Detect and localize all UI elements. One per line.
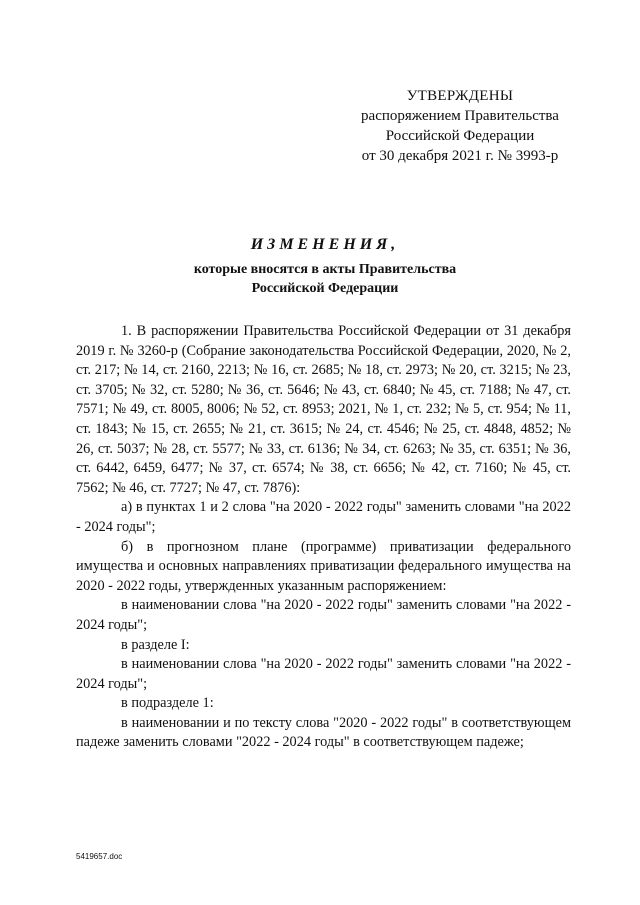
document-title: ИЗМЕНЕНИЯ, [250, 236, 400, 253]
paragraph-2: а) в пунктах 1 и 2 слова "на 2020 - 2022 годы" заменить словами "на 2022 - 2024 годы"; [76, 499, 571, 535]
document-subtitle [70, 260, 580, 298]
approval-line-1: распоряжением Правительства [361, 108, 559, 124]
paragraph-5: в разделе I: [121, 636, 190, 653]
subtitle-line-2: Российской Федерации [251, 281, 399, 296]
approval-heading: УТВЕРЖДЕНЫ [406, 88, 514, 104]
paragraph-6: в наименовании слова "на 2020 - 2022 годы" заменить словами "на 2022 - 2024 годы"; [76, 656, 571, 692]
paragraph-3: б) в прогнозном плане (программе) приватизации федерального имущества и основных направлениях приватизации федерального имущества на 2020 - 2022 годы, утвержденных указанным распоряжением: [76, 538, 571, 594]
paragraph-4: в наименовании слова "на 2020 - 2022 годы" заменить словами "на 2022 - 2024 годы"; [76, 597, 571, 633]
paragraph-7: в подразделе 1: [121, 695, 214, 712]
paragraph-1: 1. В распоряжении Правительства Российской Федерации от 31 декабря 2019 г. № 3260-р (Собрание законодательства Российской Федерации, 2020, № 2, ст. 217; № 14, ст. 2160, 2213; № 16, ст. 2685; № 18, ст. 2973; № 20, ст. 3215; № 23, ст. 3705; № 32, ст. 5280; № 36, ст. 5646; № 43, ст. 6840; № 45, ст. 7188; № 47, ст. 7571; № 49, ст. 8005, 8006; № 52, ст. 8953; 2021, № 1, ст. 232; № 5, ст. 954; № 11, ст. 1843; № 15, ст. 2655; № 21, ст. 3615; № 24, ст. 4546; № 25, ст. 4848, 4852; № 26, ст. 5037; № 28, ст. 5577; № 33, ст. 6136; № 34, ст. 6263; № 35, ст. 6351; № 36, ст. 6442, 6459, 6477; № 37, ст. 6574; № 38, ст. 6656; № 42, ст. 7160; № 45, ст. 7562; № 46, ст. 7727; № 47, ст. 7876): [76, 323, 571, 496]
document-body [76, 322, 571, 753]
paragraph-8: в наименовании и по тексту слова "2020 - 2022 годы" в соответствующем падеже заменить словами "2022 - 2024 годы" в соответствующем падеже; [76, 714, 571, 751]
approval-line-2: Российской Федерации [385, 128, 535, 144]
approval-line-3: от 30 декабря 2021 г. № 3993-р [361, 148, 559, 164]
file-reference: 5419657.doc [76, 852, 123, 861]
approval-block [340, 86, 580, 166]
subtitle-line-1: которые вносятся в акты Правительства [193, 262, 457, 277]
